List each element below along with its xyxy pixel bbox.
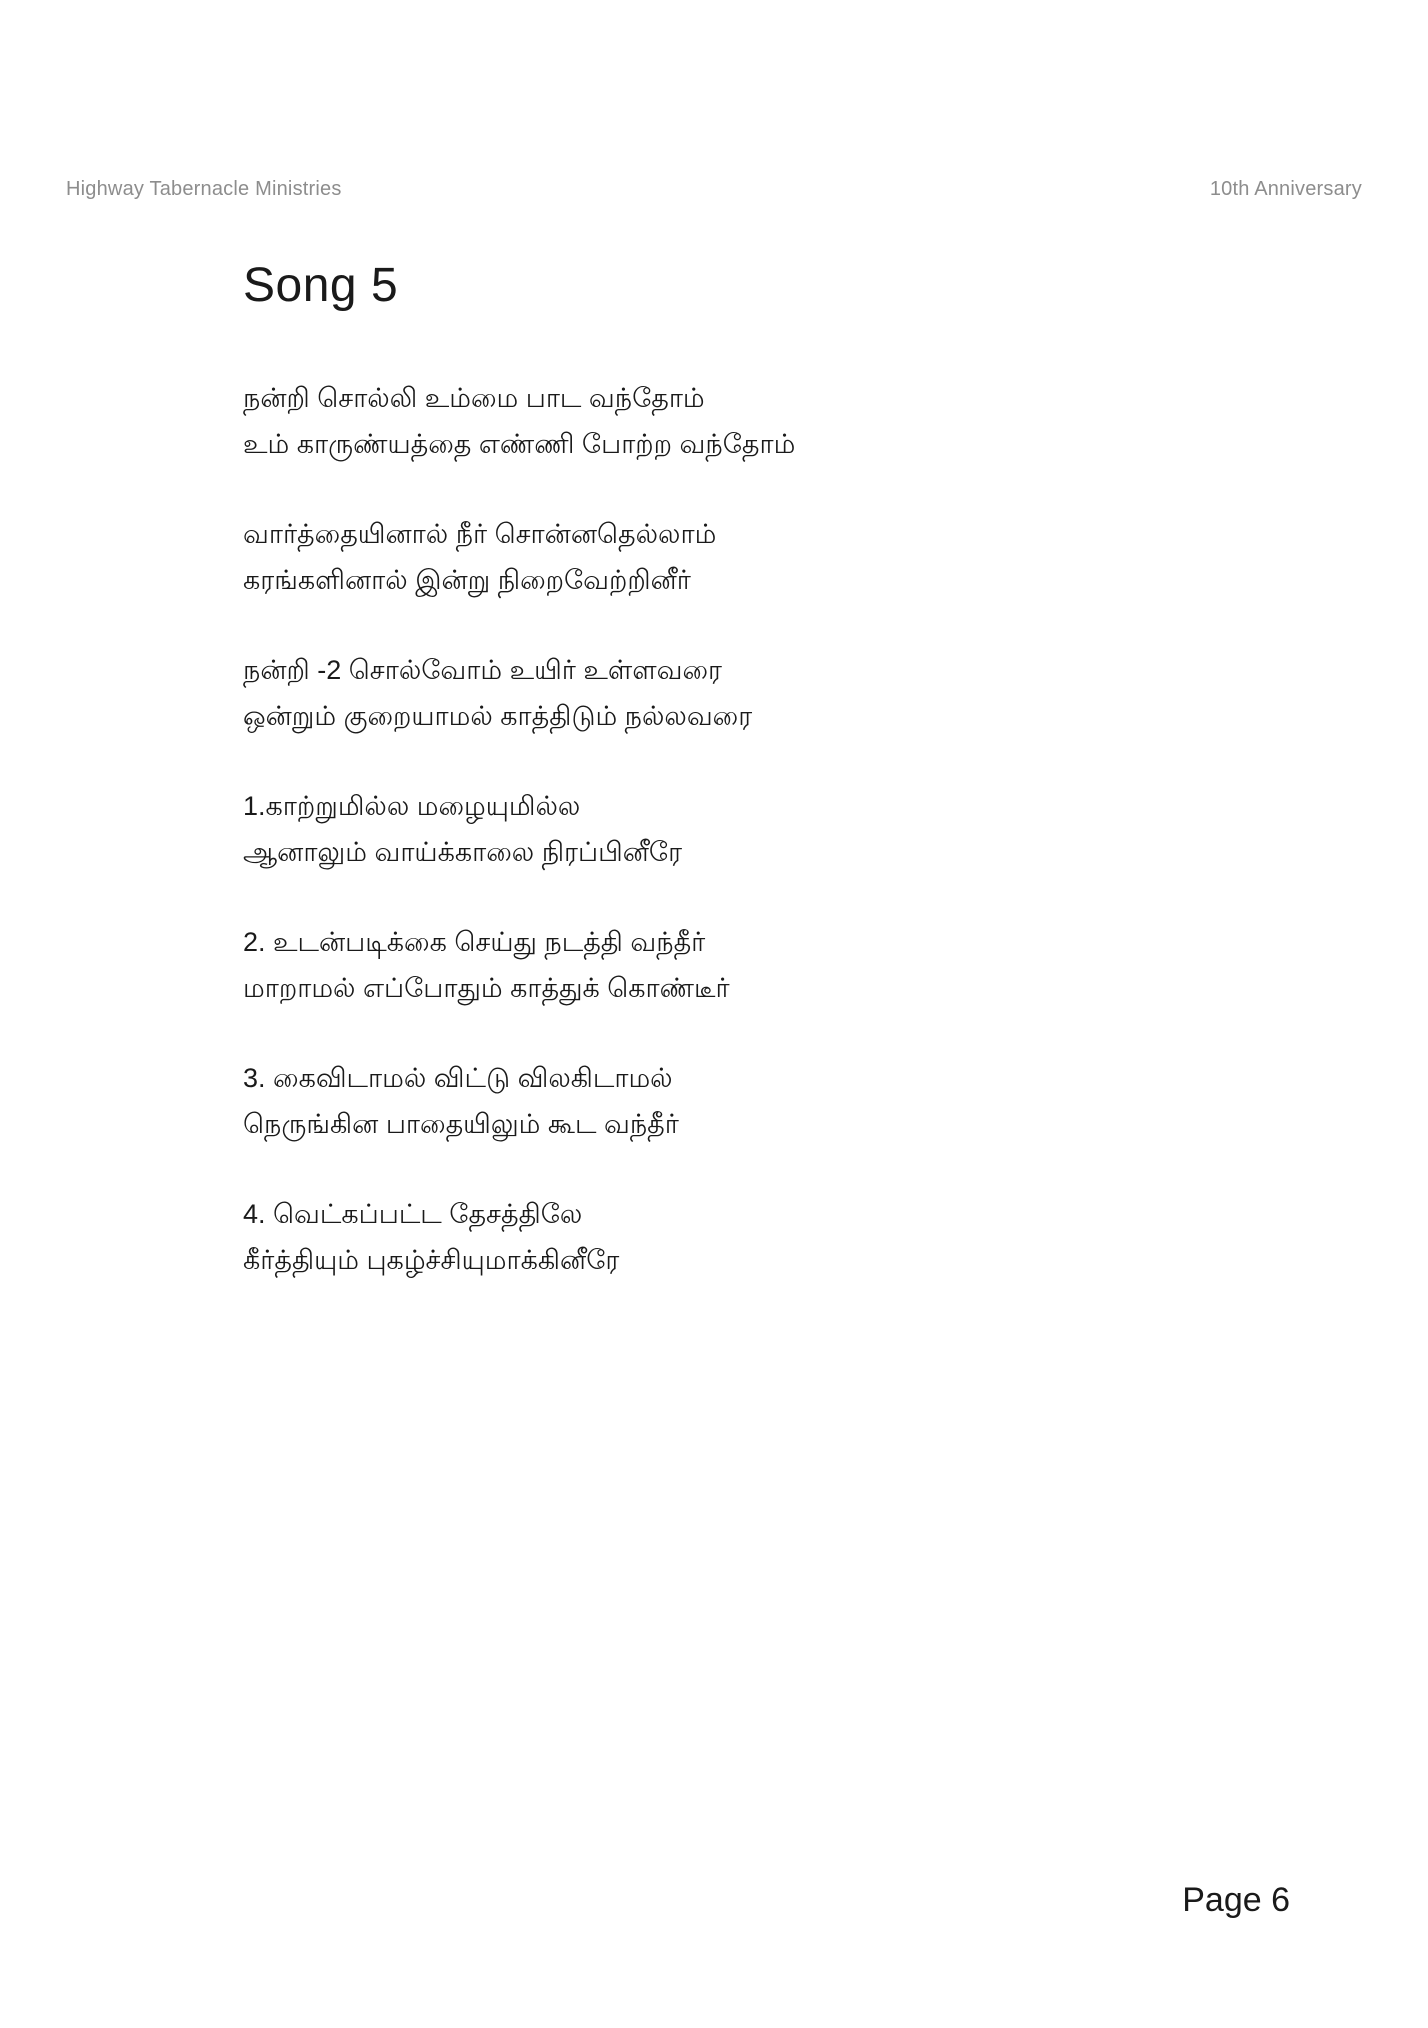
header-anniversary-label: 10th Anniversary (1209, 178, 1362, 200)
page-title: Song 5 (243, 259, 399, 312)
lyric-line: கரங்களினால் இன்று நிறைவேற்றினீர் (243, 565, 691, 595)
lyric-line: ஆனாலும் வாய்க்காலை நிரப்பினீரே (243, 837, 683, 867)
lyric-line: 1.காற்றுமில்ல மழையுமில்ல (243, 791, 581, 821)
lyrics-stanza (243, 919, 1308, 1011)
lyric-line: 4. வெட்கப்பட்ட தேசத்திலே (243, 1199, 583, 1229)
header-ministry-name: Highway Tabernacle Ministries (66, 178, 342, 200)
lyric-line: நன்றி சொல்லி உம்மை பாட வந்தோம் (243, 383, 705, 413)
lyric-line: ஒன்றும் குறையாமல் காத்திடும் நல்லவரை (243, 701, 753, 731)
lyric-line: வார்த்தையினால் நீர் சொன்னதெல்லாம் (243, 519, 717, 549)
lyric-line: மாறாமல் எப்போதும் காத்துக் கொண்டீர் (243, 973, 730, 1003)
lyrics-stanza (243, 511, 1308, 603)
lyric-line: கீர்த்தியும் புகழ்ச்சியுமாக்கினீரே (243, 1245, 620, 1275)
lyrics-stanza (243, 647, 1308, 739)
lyrics-stanza (243, 1055, 1308, 1147)
lyric-line: 3. கைவிடாமல் விட்டு விலகிடாமல் (243, 1063, 673, 1093)
lyric-line: உம் காருண்யத்தை எண்ணி போற்ற வந்தோம் (243, 429, 796, 459)
lyrics-stanza (243, 375, 1308, 467)
lyric-line: நெருங்கின பாதையிலும் கூட வந்தீர் (243, 1109, 679, 1139)
lyrics-stanza (243, 783, 1308, 875)
lyric-line: நன்றி -2 சொல்வோம் உயிர் உள்ளவரை (243, 655, 722, 685)
song-content (243, 258, 1308, 1327)
lyric-line: 2. உடன்படிக்கை செய்து நடத்தி வந்தீர் (243, 927, 706, 957)
lyrics-stanza (243, 1191, 1308, 1283)
page-number: Page 6 (1182, 1881, 1290, 1919)
page-header (66, 178, 1362, 201)
